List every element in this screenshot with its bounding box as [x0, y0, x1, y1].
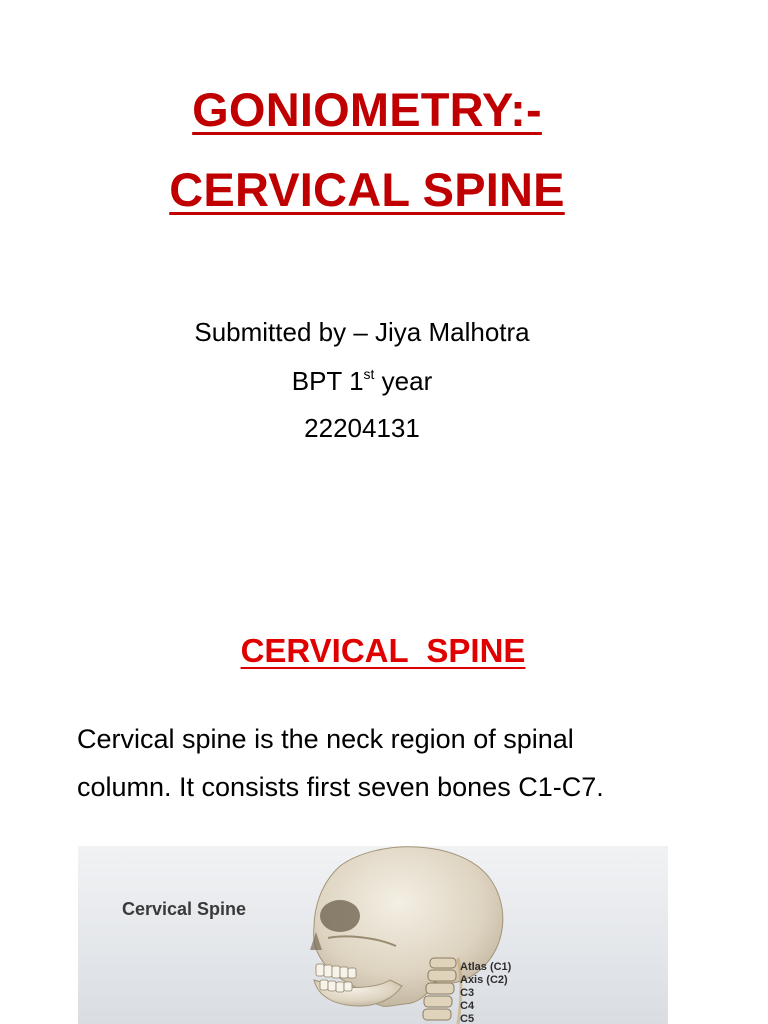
skull-illustration: [78, 846, 668, 1024]
paragraph-line-2: column. It consists first seven bones C1-C7.: [77, 772, 604, 802]
vertebra-label: Atlas (C1): [460, 961, 512, 973]
vertebra-label: C3: [460, 987, 475, 999]
cervical-spine-figure: [78, 846, 668, 1024]
paragraph-line-1: Cervical spine is the neck region of spinal: [77, 724, 574, 754]
figure-label: Cervical Spine: [122, 899, 247, 919]
vertebra-label: Axis (C2): [460, 974, 508, 986]
title-line-2: CERVICAL SPINE: [169, 163, 565, 216]
course-year: BPT 1st year: [291, 366, 433, 396]
title-line-1: GONIOMETRY:-: [192, 83, 542, 136]
submitted-by: Submitted by – Jiya Malhotra: [194, 317, 530, 347]
vertebra-label: C5: [460, 1013, 475, 1024]
section-heading: CERVICAL SPINE: [240, 632, 526, 669]
vertebrae-labels: [460, 961, 511, 1024]
roll-number: 22204131: [304, 413, 420, 443]
vertebra-label: C4: [460, 1000, 475, 1012]
